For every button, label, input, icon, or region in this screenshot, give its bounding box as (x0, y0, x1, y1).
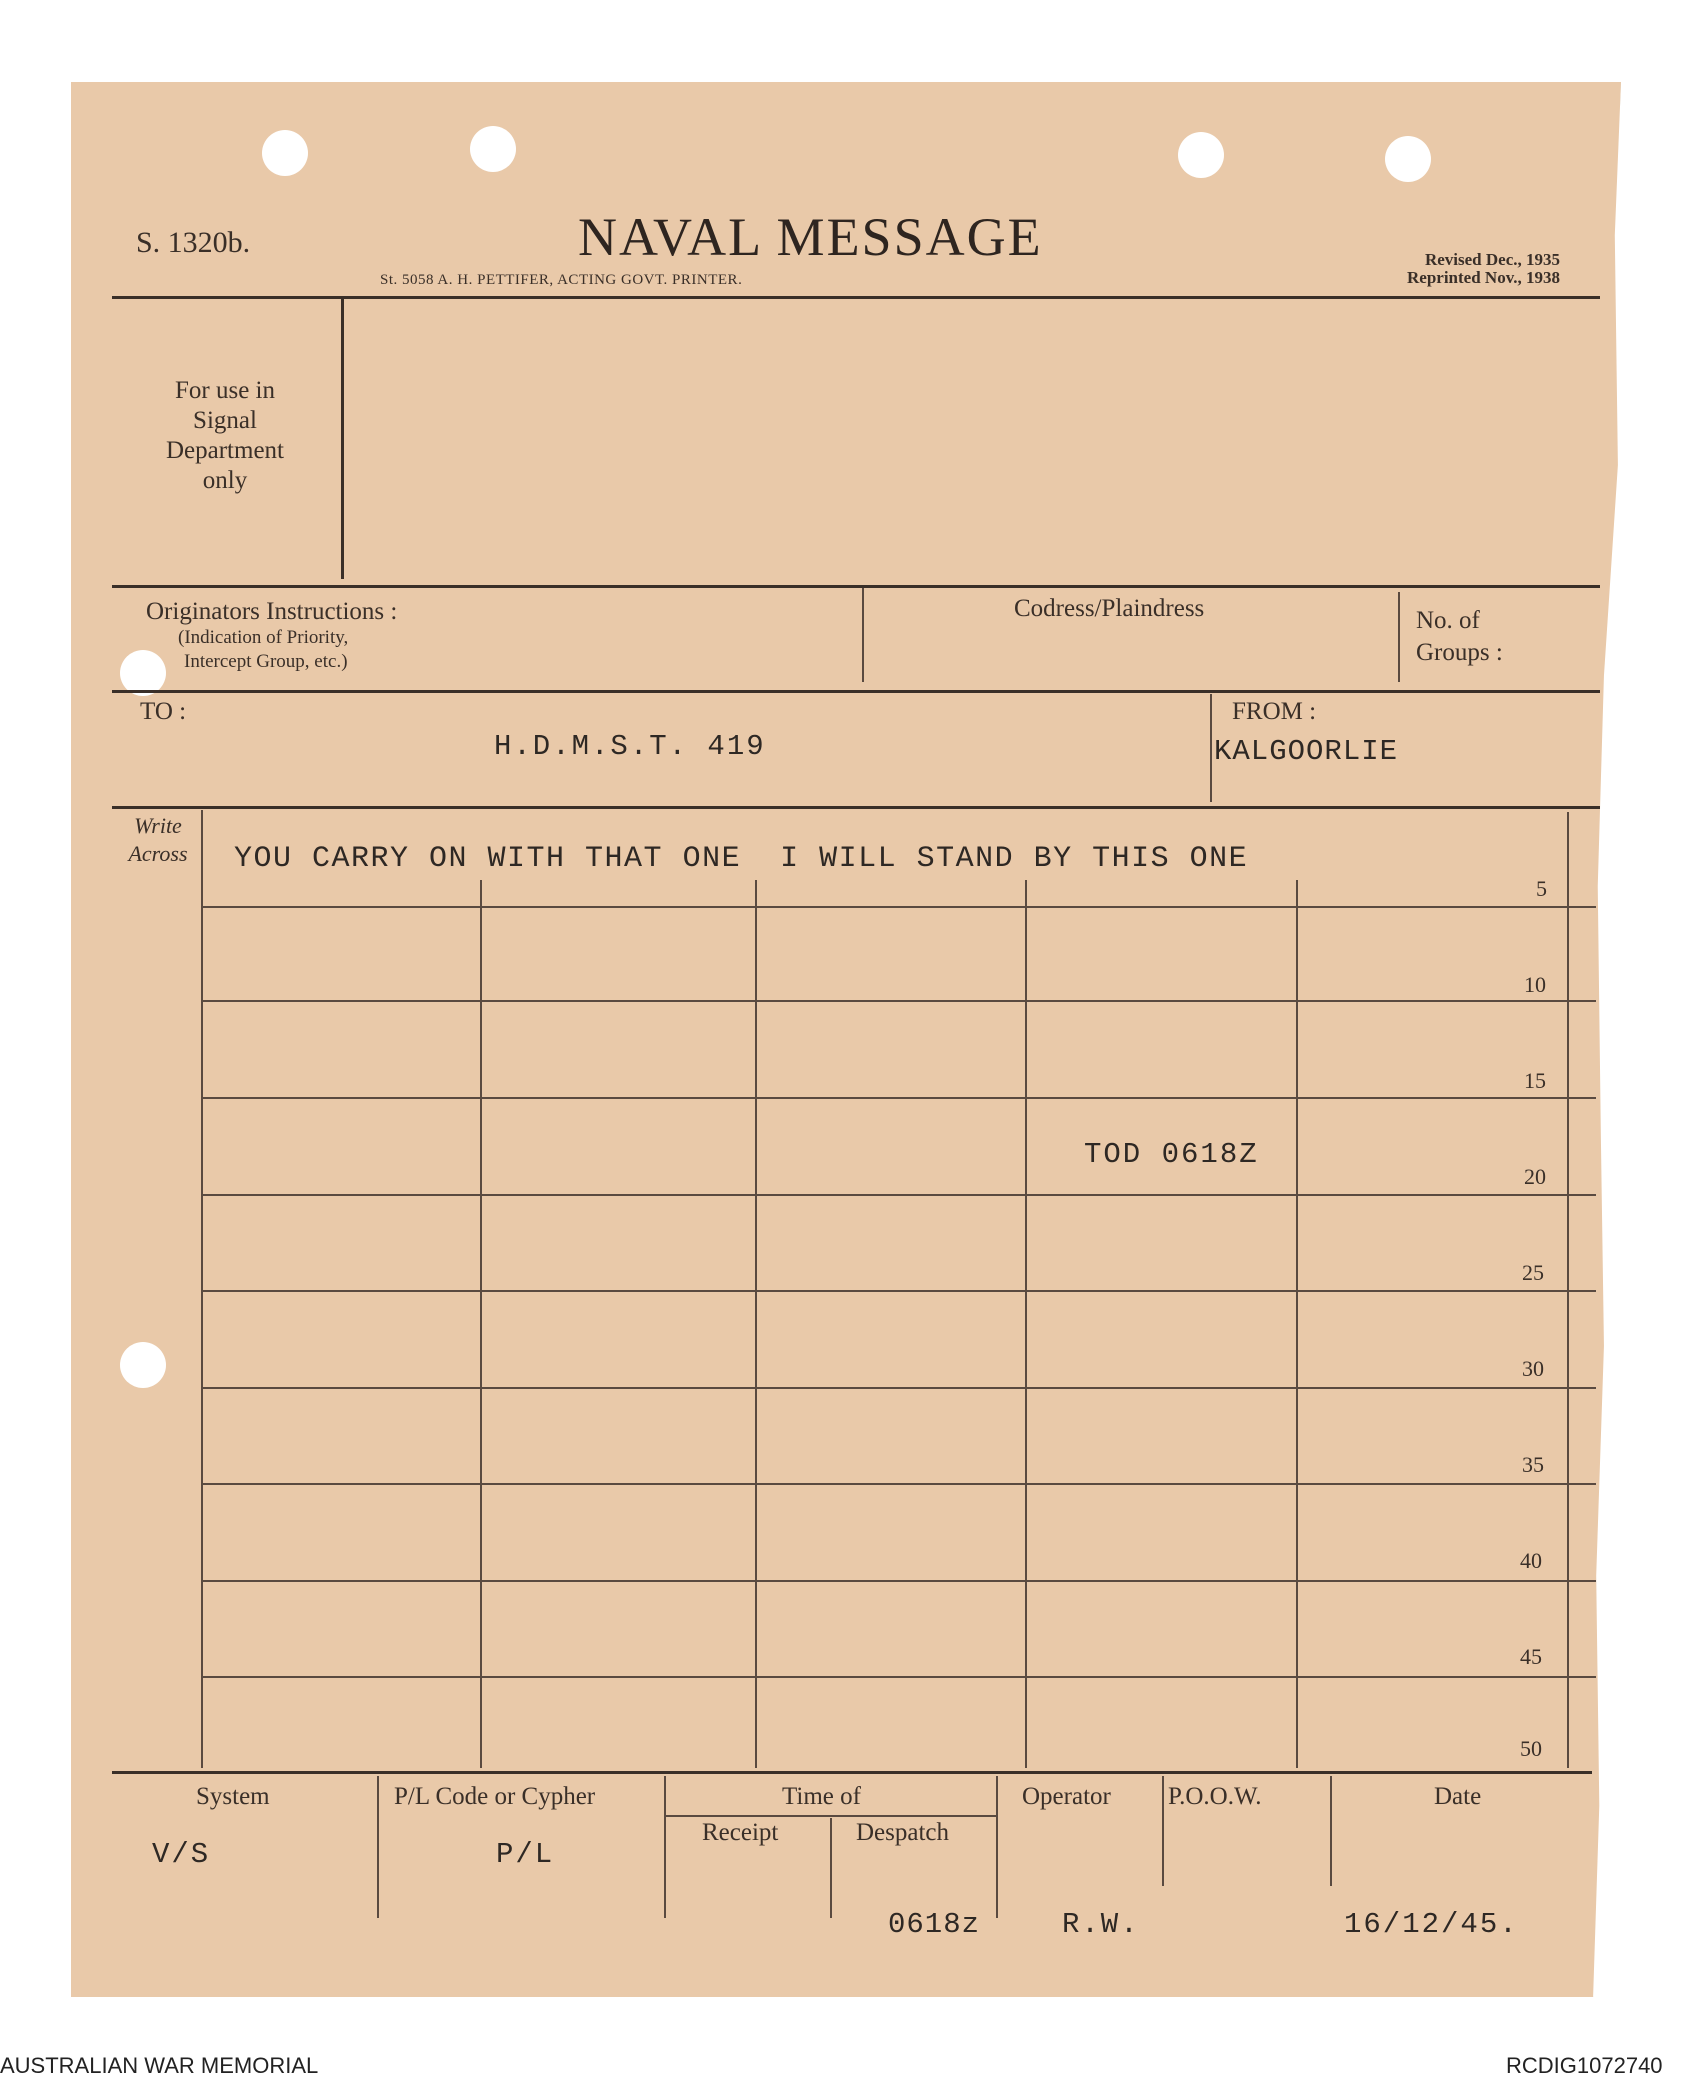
grid-row-line (203, 1097, 1596, 1099)
grid-row-line (203, 1580, 1596, 1582)
despatch-time-value: 0618z (888, 1908, 981, 1941)
form-title: NAVAL MESSAGE (578, 207, 1043, 267)
grid-row-line (203, 1676, 1596, 1678)
time-of-despatch-note: TOD 0618Z (1084, 1138, 1259, 1171)
system-value: V/S (152, 1838, 211, 1871)
archive-id: RCDIG1072740 (1506, 2053, 1663, 2078)
punch-hole (120, 1342, 166, 1388)
time-of-label: Time of (782, 1783, 861, 1810)
from-divider (1210, 694, 1212, 802)
to-label: TO : (140, 698, 187, 725)
group-count-number: 5 (1536, 876, 1547, 901)
reprinted-note: Reprinted Nov., 1938 (1407, 268, 1560, 287)
groups-label: Groups : (1416, 639, 1503, 666)
to-address: H.D.M.S.T. 419 (494, 730, 766, 763)
footer-divider (377, 1776, 379, 1918)
group-count-number: 20 (1524, 1164, 1546, 1189)
signal-box-line: Department (165, 437, 284, 464)
punch-hole (262, 130, 308, 176)
grid-row-line (203, 1194, 1596, 1196)
grid-col-divider (755, 880, 757, 1768)
codress-plaindress-label: Codress/Plaindress (1014, 595, 1205, 622)
grid-row-line (203, 906, 1596, 908)
group-count-number: 30 (1522, 1356, 1544, 1381)
signal-box-line: Signal (193, 407, 257, 434)
originators-instructions-label: Originators Instructions : (146, 598, 398, 625)
code-or-cypher-label: P/L Code or Cypher (394, 1783, 596, 1810)
group-count-number: 35 (1522, 1452, 1544, 1477)
originators-instructions-sub: (Indication of Priority, (178, 627, 349, 648)
date-value: 16/12/45. (1344, 1908, 1519, 1941)
printer-line: St. 5058 A. H. PETTIFER, ACTING GOVT. PRINTER. (380, 272, 743, 288)
despatch-label: Despatch (856, 1819, 950, 1846)
grid-row-line (203, 1000, 1596, 1002)
group-count-number: 10 (1524, 972, 1546, 997)
grid-bottom-rule (112, 1771, 1592, 1774)
archive-credit: AUSTRALIAN WAR MEMORIAL (0, 2053, 319, 2078)
group-count-number: 45 (1520, 1644, 1542, 1669)
footer-divider (664, 1776, 666, 1918)
signal-box-line: For use in (175, 377, 275, 404)
from-address: KALGOORLIE (1214, 735, 1399, 768)
message-form-paper (71, 82, 1621, 1997)
code-or-cypher-value: P/L (496, 1838, 555, 1871)
punch-hole (1385, 136, 1431, 182)
group-count-number: 40 (1520, 1548, 1542, 1573)
write-label: Write (134, 813, 182, 838)
operator-value: R.W. (1062, 1908, 1140, 1941)
footer-divider (1330, 1776, 1332, 1886)
instructions-rule (112, 690, 1600, 693)
group-count-number: 25 (1522, 1260, 1544, 1285)
address-rule (112, 806, 1600, 809)
revised-note: Revised Dec., 1935 (1424, 250, 1560, 269)
grid-col-divider (1296, 880, 1298, 1768)
instructions-divider (862, 588, 864, 682)
system-label: System (196, 1783, 270, 1810)
footer-divider (996, 1776, 998, 1918)
punch-hole (1178, 132, 1224, 178)
receipt-despatch-divider (830, 1818, 832, 1918)
message-text: YOU CARRY ON WITH THAT ONE I WILL STAND BY THIS ONE (234, 842, 1249, 876)
from-label: FROM : (1232, 698, 1317, 725)
group-count-number: 50 (1520, 1736, 1542, 1761)
footer-divider (1162, 1776, 1164, 1886)
grid-col-divider (480, 880, 482, 1768)
date-label: Date (1434, 1783, 1482, 1810)
grid-row-line (203, 1290, 1596, 1292)
across-label: Across (128, 841, 188, 866)
grid-left-edge (201, 810, 203, 1768)
time-of-rule (666, 1815, 996, 1817)
grid-col-divider (1025, 880, 1027, 1768)
groups-divider (1398, 592, 1400, 682)
groups-label: No. of (1416, 607, 1480, 634)
receipt-label: Receipt (702, 1819, 779, 1846)
signal-box-label (140, 376, 310, 496)
punch-hole (470, 126, 516, 172)
grid-row-line (203, 1387, 1596, 1389)
poow-label: P.O.O.W. (1168, 1783, 1262, 1810)
operator-label: Operator (1022, 1783, 1111, 1810)
grid-row-line (203, 1483, 1596, 1485)
signal-box-divider (341, 299, 344, 579)
form-code: S. 1320b. (136, 226, 251, 259)
signal-box-rule (112, 585, 1600, 588)
header-rule (112, 296, 1600, 299)
write-across-label (118, 812, 198, 868)
signal-box-line: only (202, 467, 248, 494)
group-count-number: 15 (1524, 1068, 1546, 1093)
originators-instructions-sub: Intercept Group, etc.) (184, 651, 348, 672)
